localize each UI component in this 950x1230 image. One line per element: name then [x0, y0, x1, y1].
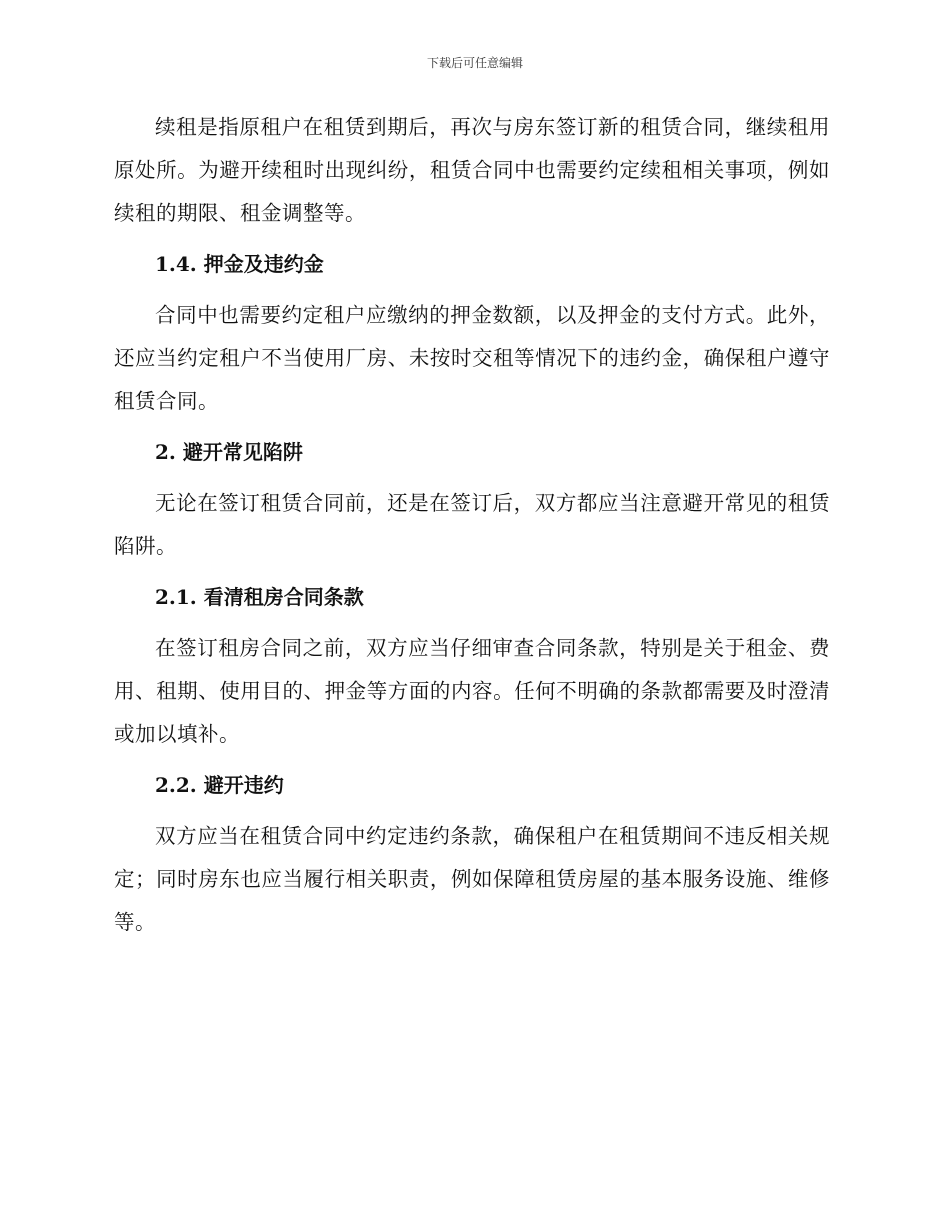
heading-avoid-breach: 2.2. 避开违约 — [155, 773, 284, 797]
paragraph-renewal: 续租是指原租户在租赁到期后，再次与房东签订新的租赁合同，继续租用原处所。为避开续租时出现纠纷，租赁合同中也需要约定续租相关事项，例如续租的期限、租金调整等。 — [114, 115, 830, 225]
heading-read-terms: 2.1. 看清租房合同条款 — [155, 585, 364, 609]
paragraph-breach: 双方应当在租赁合同中约定违约条款，确保租户在租赁期间不违反相关规定；同时房东也应当履行相关职责，例如保障租赁房屋的基本服务设施、维修等。 — [114, 824, 830, 934]
heading-avoid-traps: 2. 避开常见陷阱 — [155, 440, 303, 464]
document-body — [114, 106, 830, 952]
paragraph-traps: 无论在签订租赁合同前，还是在签订后，双方都应当注意避开常见的租赁陷阱。 — [114, 491, 830, 558]
heading-deposit-penalty: 1.4. 押金及违约金 — [155, 252, 324, 276]
paragraph-terms: 在签订租房合同之前，双方应当仔细审查合同条款，特别是关于租金、费用、租期、使用目的、押金等方面的内容。任何不明确的条款都需要及时澄清或加以填补。 — [114, 636, 830, 746]
paragraph-deposit: 合同中也需要约定租户应缴纳的押金数额，以及押金的支付方式。此外，还应当约定租户不当使用厂房、未按时交租等情况下的违约金，确保租户遵守租赁合同。 — [114, 303, 830, 413]
page-header: 下载后可任意编辑 — [426, 56, 523, 70]
